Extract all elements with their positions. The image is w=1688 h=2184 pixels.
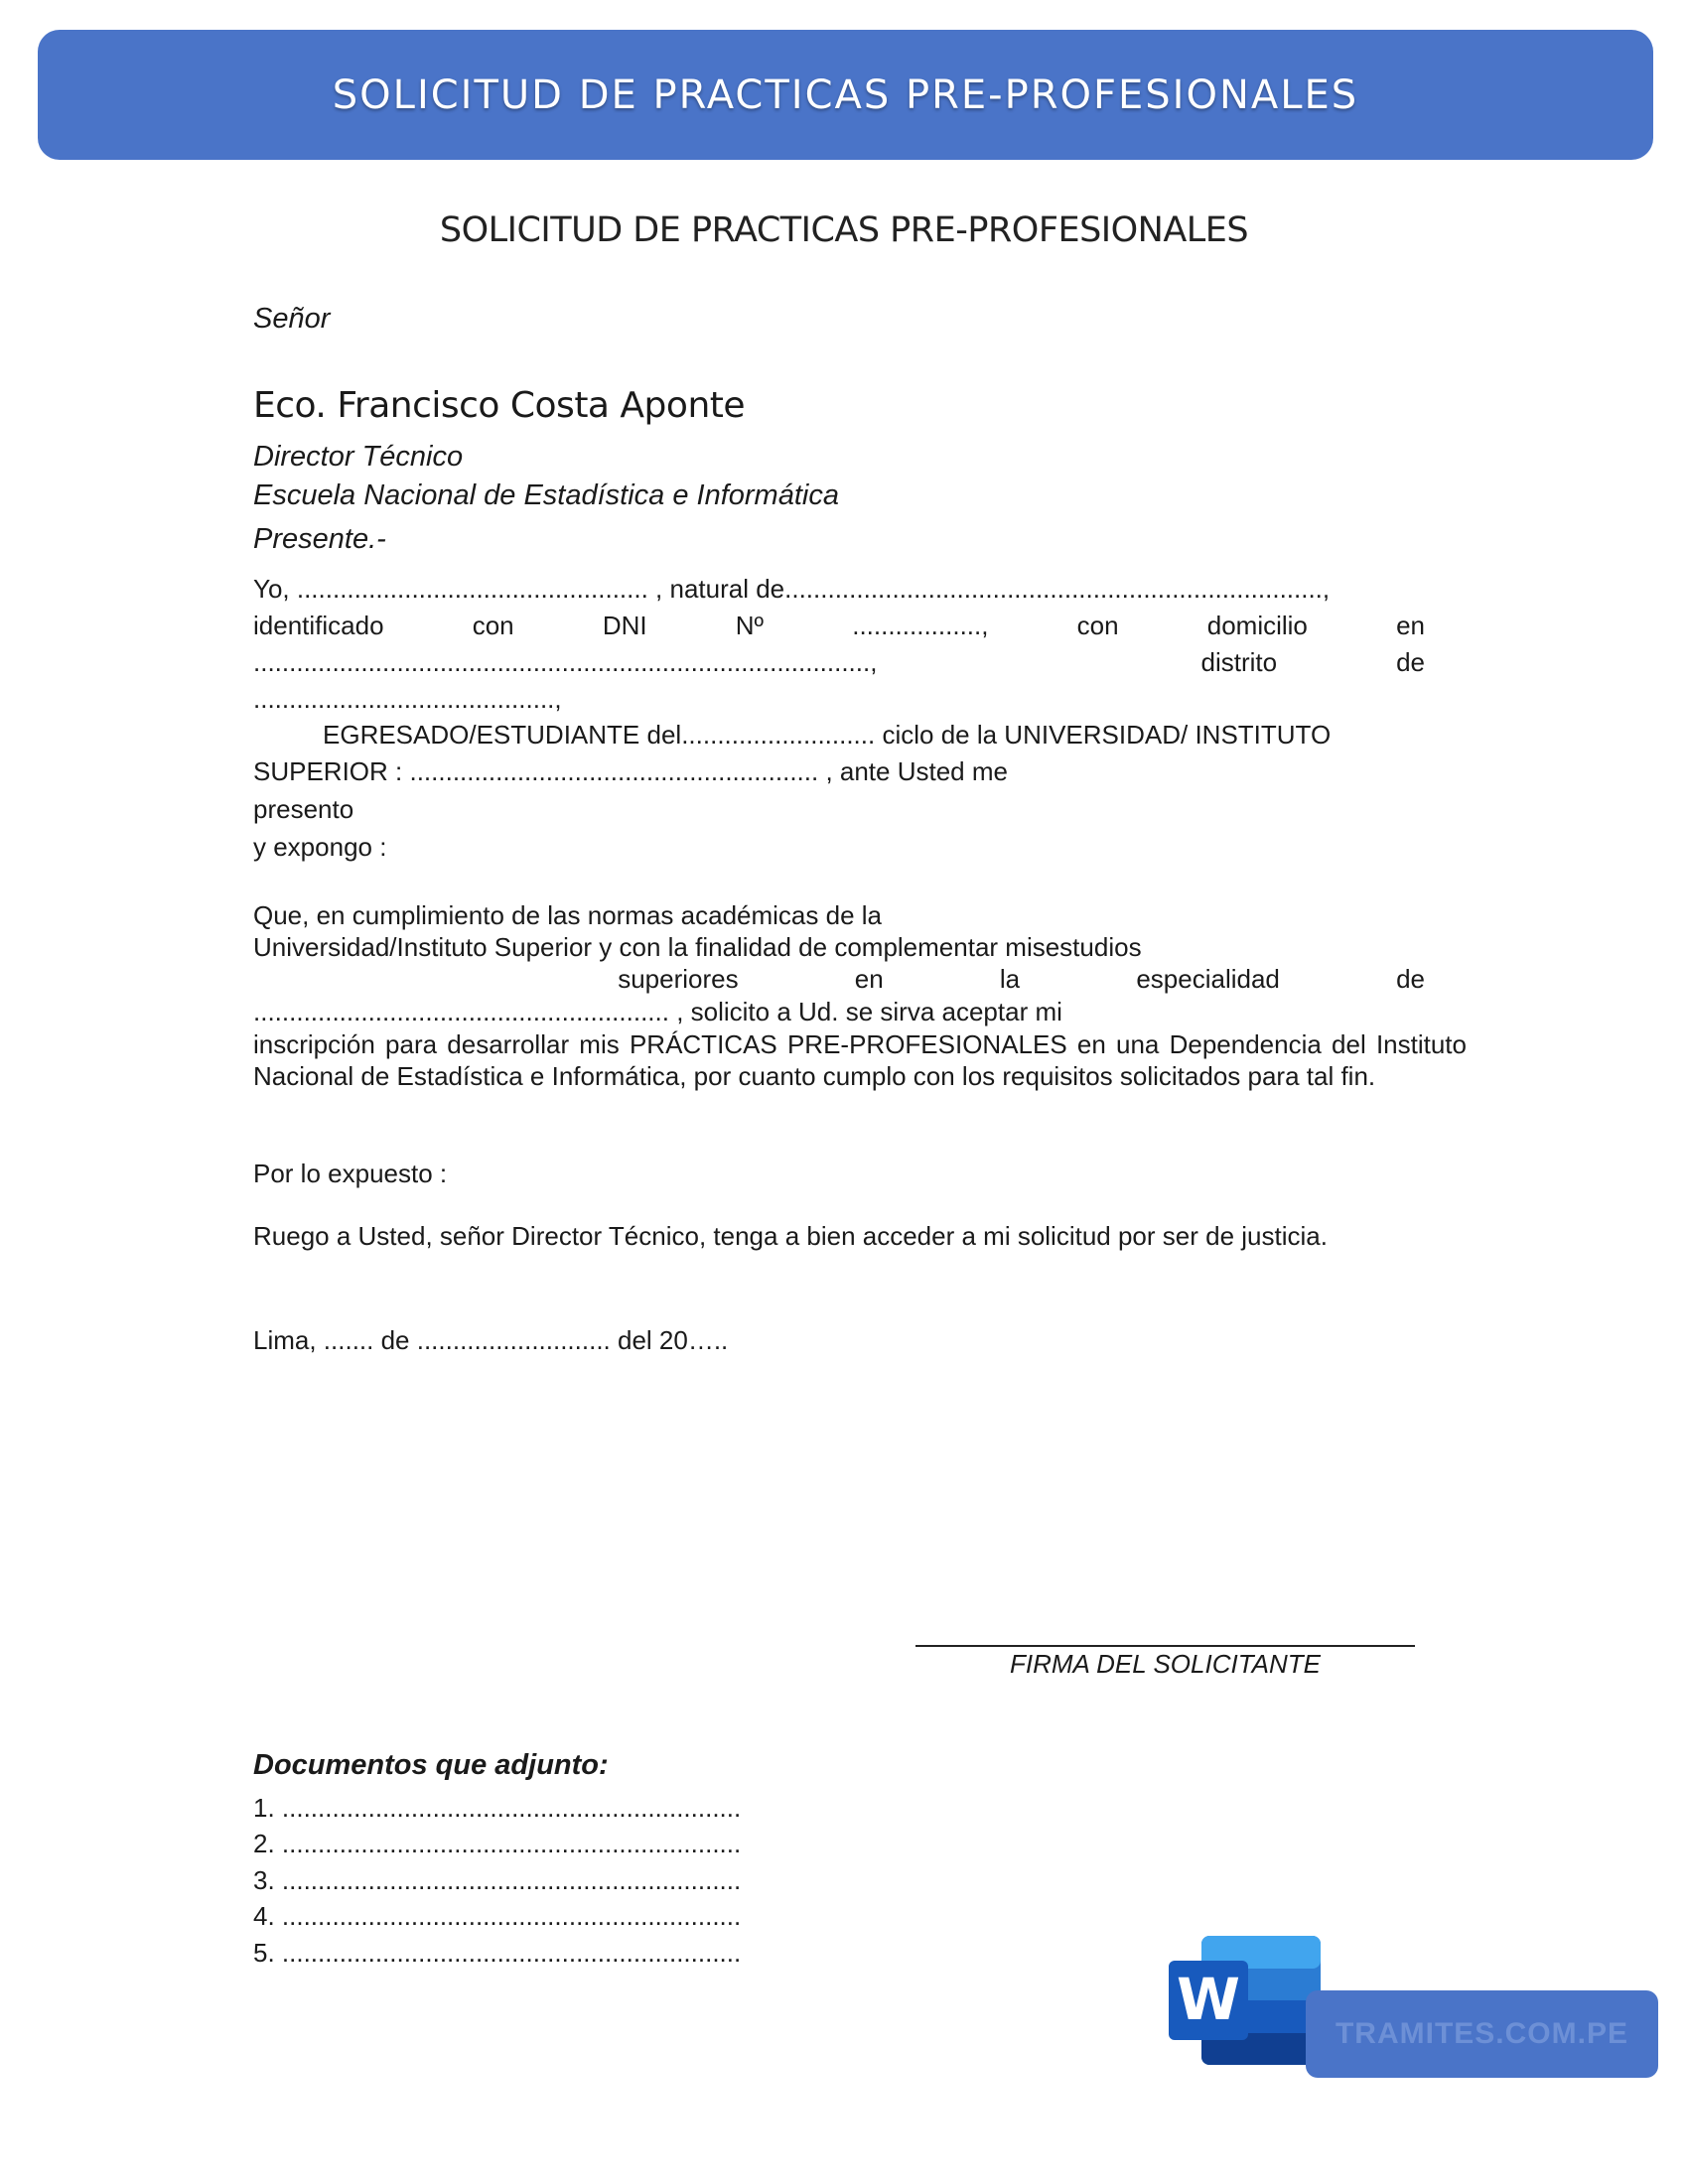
intro-line-5: EGRESADO/ESTUDIANTE del........................... ciclo de la UNIVERSIDAD/ INSTITUTO — [323, 720, 1332, 750]
intro-line-4: .........................................., — [253, 684, 562, 714]
word: .................., — [852, 611, 989, 640]
word: ......................................................................................, — [253, 647, 878, 677]
request-line-4: .......................................................... , solicito a Ud. se sirva aceptar mi — [253, 997, 1062, 1026]
intro-line-1: Yo, ................................................. , natural de..........................................................................., — [253, 574, 1331, 604]
intro-line-8: y expongo : — [253, 832, 387, 862]
attachments-title: Documentos que adjunto: — [253, 1749, 609, 1781]
signature-label: FIRMA DEL SOLICITANTE — [1009, 1649, 1321, 1679]
word-app-icon — [1169, 1936, 1328, 2070]
header-banner — [38, 30, 1653, 160]
word: domicilio — [1206, 611, 1308, 640]
word-icon-letter: W — [1177, 1966, 1240, 2033]
word: de — [1396, 647, 1425, 677]
salutation: Señor — [253, 303, 331, 335]
site-watermark: TRAMITES.COM.PE — [1306, 1990, 1658, 2078]
attachment-item: 1. ................................................................ — [253, 1793, 742, 1823]
word: distrito — [1200, 647, 1278, 677]
word: superiores — [618, 964, 739, 994]
request-line-2: Universidad/Instituto Superior y con la finalidad de complementar misestudios — [253, 932, 1142, 962]
word: DNI — [602, 611, 647, 640]
recipient-institution: Escuela Nacional de Estadística e Informática — [253, 479, 839, 511]
request-paragraph: inscripción para desarrollar mis PRÁCTICAS PRE-PROFESIONALES en una Dependencia del Instituto Nacional de Estadística e Informática, por cuanto cumplo con los requisitos solicitados para tal fin. — [253, 1029, 1467, 1091]
banner-title: SOLICITUD DE PRACTICAS PRE-PROFESIONALES — [332, 71, 1359, 118]
word: identificado — [253, 611, 384, 640]
document-title: SOLICITUD DE PRACTICAS PRE-PROFESIONALES — [439, 210, 1249, 250]
attachment-item: 4. ................................................................ — [253, 1901, 742, 1931]
attachment-item: 3. ................................................................ — [253, 1865, 742, 1895]
word: en — [854, 964, 884, 994]
intro-line-3 — [253, 647, 1425, 678]
word: con — [472, 611, 514, 640]
ruego-paragraph: Ruego a Usted, señor Director Técnico, tenga a bien acceder a mi solicitud por ser de justicia. — [253, 1221, 1328, 1251]
word: con — [1076, 611, 1119, 640]
word: la — [999, 964, 1021, 994]
word: Nº — [735, 611, 765, 640]
recipient-name: Eco. Francisco Costa Aponte — [253, 385, 746, 426]
attachment-item: 5. ................................................................ — [253, 1938, 742, 1968]
intro-line-7: presento — [253, 794, 354, 824]
word: de — [1396, 964, 1425, 994]
signature-line — [915, 1645, 1415, 1647]
date-line: Lima, ....... de ........................... del 20….. — [253, 1325, 729, 1355]
word: en — [1396, 611, 1425, 640]
intro-line-6: SUPERIOR : ......................................................... , ante Usted me — [253, 756, 1008, 786]
request-line-3 — [253, 964, 1425, 995]
intro-line-2 — [253, 611, 1425, 641]
request-line-1: Que, en cumplimiento de las normas académicas de la — [253, 900, 882, 930]
attachment-item: 2. ................................................................ — [253, 1829, 742, 1858]
presente: Presente.- — [253, 523, 386, 555]
por-lo-expuesto: Por lo expuesto : — [253, 1159, 448, 1188]
recipient-position: Director Técnico — [253, 441, 464, 473]
word: especialidad — [1136, 964, 1280, 994]
